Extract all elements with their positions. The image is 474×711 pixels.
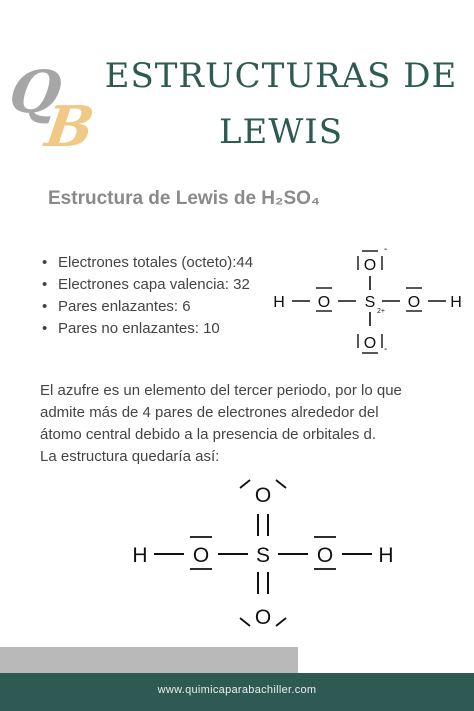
atom-o-right: O: [407, 294, 421, 311]
page-title: [88, 48, 474, 160]
lone-pair-o-top-left: [240, 480, 250, 488]
section-subtitle: Estructura de Lewis de H₂SO₄: [48, 188, 320, 209]
charge-o-top: -: [384, 244, 388, 255]
lone-pair-o-bottom-left: [240, 618, 250, 626]
footer-band: [0, 673, 474, 711]
logo-letter-q: Q: [5, 58, 66, 126]
qb-logo: [5, 58, 98, 160]
list-item: • Electrones totales (octeto):44: [40, 252, 253, 274]
lewis-structure-formal-charges: [270, 240, 470, 360]
atom-h-right: H: [450, 294, 462, 311]
paragraph-line: admite más de 4 pares de electrones alrededor del: [40, 404, 379, 421]
atom-o-bottom: O: [363, 335, 377, 352]
atom-o-left: O: [192, 544, 210, 567]
atom-h-left: H: [132, 544, 148, 567]
atom-o-top: O: [363, 257, 377, 274]
paragraph-line: La estructura quedaría así:: [40, 448, 220, 465]
paragraph-line: El azufre es un elemento del tercer periodo, por lo que: [40, 382, 402, 399]
atom-s-center: S: [364, 294, 376, 311]
electron-count-list: [40, 252, 253, 340]
charge-o-bottom: -: [384, 344, 388, 355]
list-item: • Pares no enlazantes: 10: [40, 318, 253, 340]
atom-s-center: S: [255, 544, 271, 567]
atom-h-right: H: [378, 544, 394, 567]
atom-o-top: O: [254, 484, 272, 507]
list-item: • Pares enlazantes: 6: [40, 296, 253, 318]
atom-o-left: O: [317, 294, 331, 311]
lone-pair-o-bottom-right: [276, 618, 286, 626]
lewis-structure-expanded-octet: [128, 474, 398, 634]
explanation-paragraph: [40, 380, 440, 468]
footer-website-link[interactable]: www.quimicaparabachiller.com: [157, 684, 317, 696]
paragraph-line: átomo central debido a la presencia de orbitales d.: [40, 426, 377, 443]
atom-o-right: O: [316, 544, 334, 567]
atom-o-bottom: O: [254, 606, 272, 629]
list-item: • Electrones capa valencia: 32: [40, 274, 253, 296]
decorative-gray-bar: [0, 647, 298, 673]
charge-s: 2+: [377, 308, 385, 315]
logo-letter-b: B: [41, 94, 98, 160]
title-line-1: ESTRUCTURAS DE: [104, 56, 458, 96]
title-line-2: LEWIS: [218, 112, 344, 152]
lone-pair-o-top-right: [276, 480, 286, 488]
atom-h-left: H: [273, 294, 285, 311]
